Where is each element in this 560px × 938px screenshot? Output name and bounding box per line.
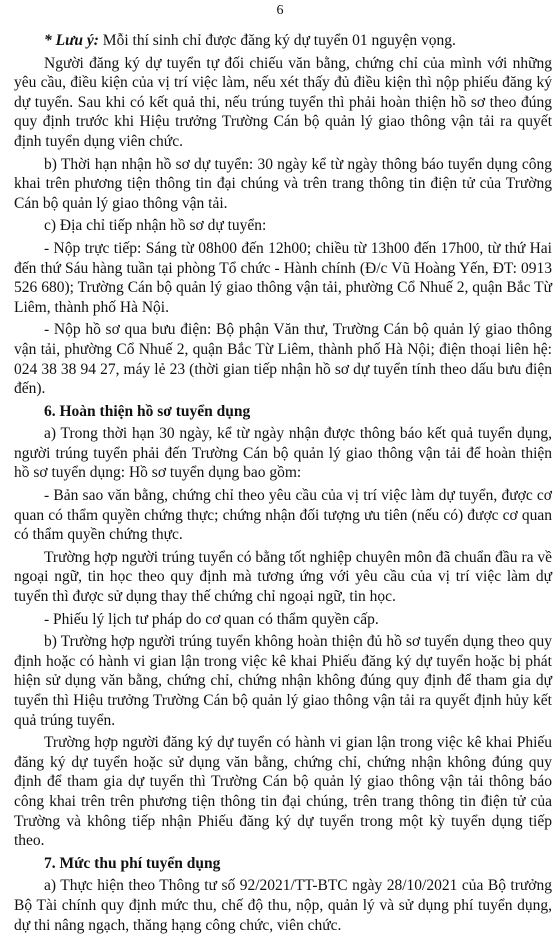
paragraph-7a: a) Thực hiện theo Thông tư số 92/2021/TT-BTC ngày 28/10/2021 của Bộ trưởng Bộ Tài chính quy định mức thu, chế độ thu, nộp, quản lý và sử dụng phí tuyển dụng, dự thi nâng ngạch, thăng hạng công chức, viên chức.: [14, 877, 552, 934]
paragraph-submit-direct: - Nộp trực tiếp: Sáng từ 08h00 đến 12h00; chiều từ 13h00 đến 17h00, từ thứ Hai đến thứ Sáu hàng tuần tại phòng Tổ chức - Hành chính (Đ/c Vũ Hoàng Yến, ĐT: 0913 526 680); Trường Cán bộ quản lý giao thông vận tải, phường Cổ Nhuế 2, quận Bắc Từ Liêm, thành phố Hà Nội.: [14, 239, 552, 316]
paragraph-deadline: b) Thời hạn nhận hồ sơ dự tuyển: 30 ngày kể từ ngày thông báo tuyển dụng công khai trên phương tiện thông tin đại chúng và trên trang thông tin điện tử của Trường Cán bộ quản lý giao thông vận tải.: [14, 155, 552, 212]
page-number: 6: [276, 3, 284, 18]
document-body: [14, 31, 552, 938]
paragraph-criminal-record: - Phiếu lý lịch tư pháp do cơ quan có thẩm quyền cấp.: [44, 610, 379, 628]
section-heading-6: 6. Hoàn thiện hồ sơ tuyển dụng: [44, 402, 251, 420]
paragraph-self-check: Người đăng ký dự tuyển tự đối chiếu văn bằng, chứng chỉ của mình với những yêu cầu, điều kiện của vị trí việc làm, nếu xét thấy đủ điều kiện thì nộp phiếu đăng ký dự tuyển. Sau khi có kết quả thi, nếu trúng tuyển thì phải hoàn thiện hồ sơ theo đúng quy định trước khi Hiệu trưởng Trường Cán bộ quản lý giao thông vận tải ra quyết định tuyển dụng viên chức.: [14, 54, 552, 150]
note-text: Mỗi thí sinh chỉ được đăng ký dự tuyển 01 nguyện vọng.: [98, 32, 456, 49]
paragraph-6b: b) Trường hợp người trúng tuyển không hoàn thiện đủ hồ sơ tuyển dụng theo quy định hoặc có hành vi gian lận trong việc kê khai Phiếu đăng ký dự tuyển hoặc bị phát hiện sử dụng văn bằng, chứng chỉ, chứng nhận không đúng quy định để tham gia dự tuyển thì Hiệu trưởng Trường Cán bộ quản lý giao thông vận tải ra quyết định hủy kết quả trúng tuyển.: [14, 633, 552, 729]
paragraph-submit-post: - Nộp hồ sơ qua bưu điện: Bộ phận Văn thư, Trường Cán bộ quản lý giao thông vận tải, phường Cổ Nhuế 2, quận Bắc Từ Liêm, thành phố Hà Nội; điện thoại liên hệ: 024 38 38 94 27, máy lẻ 23 (thời gian tiếp nhận hồ sơ dự tuyển tính theo dấu bưu điện đến).: [14, 321, 552, 398]
paragraph-address-intro: c) Địa chỉ tiếp nhận hồ sơ dự tuyển:: [44, 217, 267, 235]
section-heading-7: 7. Mức thu phí tuyển dụng: [44, 854, 221, 872]
paragraph-fraud: Trường hợp người đăng ký dự tuyển có hành vi gian lận trong việc kê khai Phiếu đăng ký dự tuyển hoặc sử dụng văn bằng, chứng chỉ, chứng nhận không đúng quy định để tham gia dự tuyển thì Trường Cán bộ quản lý giao thông vận tải thông báo công khai trên trên phương tiện thông tin đại chúng, trên trang thông tin điện tử của Trường và không tiếp nhận Phiếu đăng ký dự tuyển trong một kỳ tuyển dụng tiếp theo.: [14, 734, 552, 850]
paragraph-degree-replacement: Trường hợp người trúng tuyển có bằng tốt nghiệp chuyên môn đã chuẩn đầu ra về ngoại ngữ, tin học theo quy định mà tương ứng với yêu cầu của vị trí việc làm dự tuyển thì được sử dụng thay thế chứng chỉ ngoại ngữ, tin học.: [14, 548, 552, 606]
note-paragraph: [14, 31, 552, 51]
paragraph-6a: a) Trong thời hạn 30 ngày, kể từ ngày nhận được thông báo kết quả tuyển dụng, người trúng tuyển phải đến Trường Cán bộ quản lý giao thông vận tải để hoàn thiện hồ sơ tuyển dụng: Hồ sơ tuyển dụng bao gồm:: [14, 425, 552, 482]
paragraph-copies: - Bản sao văn bằng, chứng chỉ theo yêu cầu của vị trí việc làm dự tuyển, được cơ quan có thẩm quyền chứng thực; chứng nhận đối tượng ưu tiên (nếu có) được cơ quan có thẩm quyền chứng thực.: [14, 487, 552, 544]
note-label: * Lưu ý:: [44, 32, 99, 49]
